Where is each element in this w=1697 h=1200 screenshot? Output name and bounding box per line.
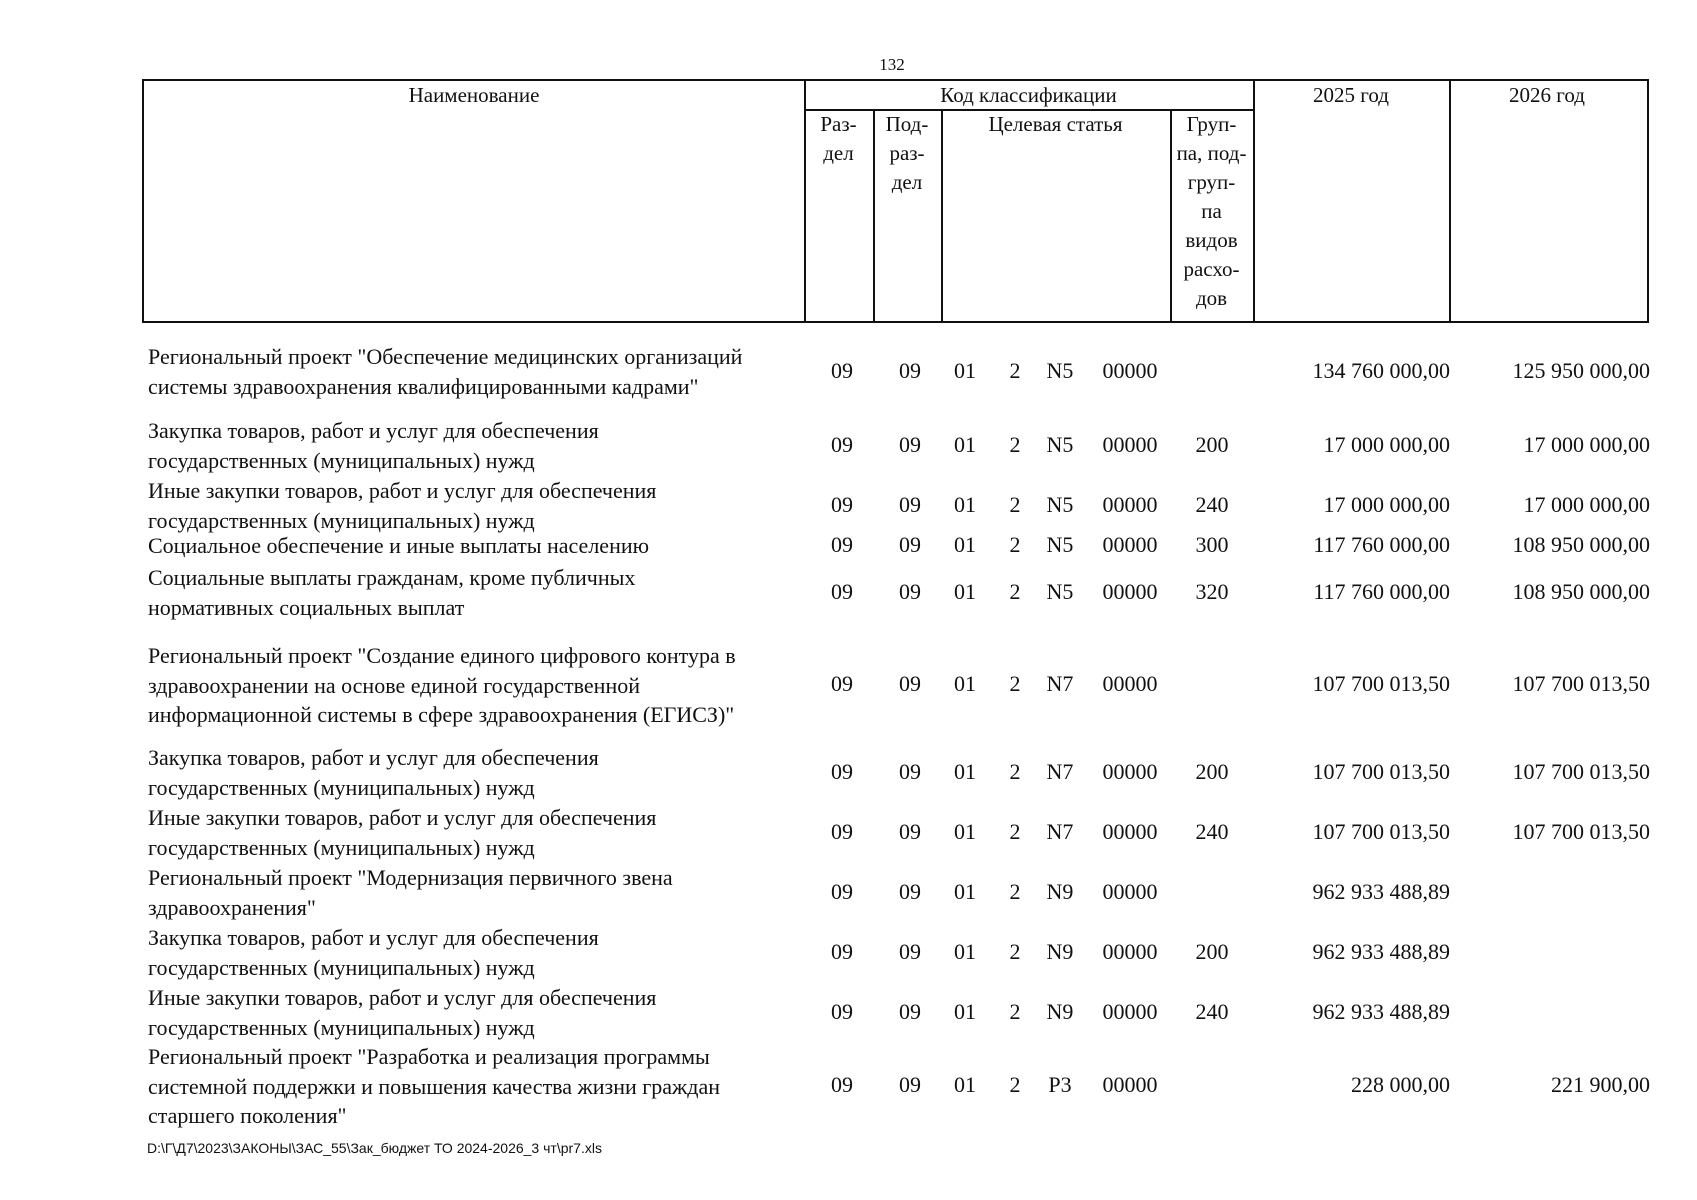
row-name-line: информационной системы в сфере здравоохранения (ЕГИСЗ)" (148, 702, 735, 727)
row-name-line: Иные закупки товаров, работ и услуг для обеспечения (148, 478, 657, 503)
cell-y2026: 17 000 000,00 (1523, 431, 1650, 457)
header-divider (1449, 81, 1451, 321)
row-name (148, 476, 798, 535)
cell-t4: 00000 (1102, 818, 1158, 844)
header-podrazdel-line: раз- (889, 141, 925, 165)
cell-y2025: 107 700 013,50 (1312, 671, 1450, 697)
cell-t3: N7 (1046, 758, 1074, 784)
cell-y2025: 107 700 013,50 (1312, 758, 1450, 784)
cell-t2: 2 (1009, 578, 1021, 604)
header-divider (941, 109, 943, 321)
cell-razdel: 09 (831, 818, 853, 844)
cell-podrazdel: 09 (899, 531, 921, 557)
cell-t2: 2 (1009, 531, 1021, 557)
cell-t3: N7 (1046, 671, 1074, 697)
cell-t2: 2 (1009, 671, 1021, 697)
header-group-line: расхо- (1183, 257, 1240, 281)
cell-y2025: 134 760 000,00 (1312, 357, 1450, 383)
cell-razdel: 09 (831, 1072, 853, 1098)
cell-y2026: 107 700 013,50 (1512, 671, 1650, 697)
cell-t3: N7 (1046, 818, 1074, 844)
cell-podrazdel: 09 (899, 578, 921, 604)
cell-razdel: 09 (831, 578, 853, 604)
cell-podrazdel: 09 (899, 938, 921, 964)
header-razdel-line: дел (823, 141, 854, 165)
cell-group: 200 (1195, 938, 1229, 964)
cell-group: 320 (1195, 578, 1229, 604)
cell-group: 240 (1195, 818, 1229, 844)
cell-y2026: 108 950 000,00 (1512, 531, 1650, 557)
cell-podrazdel: 09 (899, 357, 921, 383)
cell-t1: 01 (954, 531, 976, 557)
cell-t3: N9 (1046, 878, 1074, 904)
row-name-line: системы здравоохранения квалифицированными кадрами" (148, 373, 699, 399)
cell-t2: 2 (1009, 758, 1021, 784)
cell-t1: 01 (954, 758, 976, 784)
cell-t1: 01 (954, 1072, 976, 1098)
cell-podrazdel: 09 (899, 998, 921, 1024)
cell-podrazdel: 09 (899, 491, 921, 517)
header-podrazdel-line: Под- (885, 112, 929, 136)
row-name-line: государственных (муниципальных) нужд (148, 954, 535, 980)
row-name-line: Закупка товаров, работ и услуг для обеспечения (148, 418, 599, 443)
row-name-line: Социальные выплаты гражданам, кроме публичных (148, 565, 636, 590)
cell-group: 300 (1195, 531, 1229, 557)
header-classification: Код классификации (940, 83, 1117, 107)
cell-razdel: 09 (831, 998, 853, 1024)
row-name (148, 563, 798, 622)
cell-t4: 00000 (1102, 491, 1158, 517)
cell-y2025: 962 933 488,89 (1312, 878, 1450, 904)
header-divider (1253, 81, 1255, 321)
cell-razdel: 09 (831, 758, 853, 784)
header-group-line: видов (1185, 228, 1238, 252)
cell-t1: 01 (954, 938, 976, 964)
row-name (148, 863, 798, 922)
cell-t2: 2 (1009, 1072, 1021, 1098)
cell-t4: 00000 (1102, 578, 1158, 604)
cell-razdel: 09 (831, 938, 853, 964)
row-name-line: Региональный проект "Обеспечение медицинских организаций (148, 344, 743, 369)
cell-y2026: 125 950 000,00 (1512, 357, 1650, 383)
cell-t2: 2 (1009, 491, 1021, 517)
row-name-line: Закупка товаров, работ и услуг для обеспечения (148, 925, 599, 950)
row-name-line: Иные закупки товаров, работ и услуг для обеспечения (148, 985, 657, 1010)
cell-t1: 01 (954, 357, 976, 383)
cell-y2025: 17 000 000,00 (1323, 491, 1450, 517)
cell-t1: 01 (954, 998, 976, 1024)
cell-podrazdel: 09 (899, 758, 921, 784)
cell-podrazdel: 09 (899, 1072, 921, 1098)
cell-group: 200 (1195, 758, 1229, 784)
cell-y2025: 107 700 013,50 (1312, 818, 1450, 844)
cell-y2026: 221 900,00 (1551, 1072, 1650, 1098)
cell-t3: P3 (1048, 1072, 1072, 1098)
row-name-line: Социальное обеспечение и иные выплаты населению (148, 533, 650, 558)
row-name-line: здравоохранения" (148, 894, 316, 920)
cell-razdel: 09 (831, 671, 853, 697)
cell-group: 240 (1195, 491, 1229, 517)
header-year-2026: 2026 год (1509, 83, 1585, 107)
row-name (148, 641, 798, 730)
row-name (148, 1042, 798, 1131)
cell-razdel: 09 (831, 878, 853, 904)
cell-t3: N5 (1046, 491, 1074, 517)
cell-y2026: 108 950 000,00 (1512, 578, 1650, 604)
header-group-line: па (1201, 199, 1222, 223)
cell-t1: 01 (954, 818, 976, 844)
cell-t2: 2 (1009, 998, 1021, 1024)
cell-y2025: 117 760 000,00 (1313, 578, 1450, 604)
cell-y2025: 17 000 000,00 (1323, 431, 1450, 457)
header-name: Наименование (408, 83, 540, 107)
row-name-line: Региональный проект "Создание единого цифрового контура в (148, 643, 736, 668)
cell-t3: N5 (1046, 578, 1074, 604)
header-year-2025: 2025 год (1313, 83, 1389, 107)
header-razdel (804, 110, 873, 168)
row-name-line: нормативных социальных выплат (148, 594, 465, 620)
cell-y2025: 117 760 000,00 (1313, 531, 1450, 557)
cell-t4: 00000 (1102, 357, 1158, 383)
row-name-line: Закупка товаров, работ и услуг для обеспечения (148, 745, 599, 770)
row-name (148, 743, 798, 802)
cell-t1: 01 (954, 878, 976, 904)
row-name (148, 416, 798, 475)
cell-t3: N5 (1046, 431, 1074, 457)
row-name-line: Иные закупки товаров, работ и услуг для обеспечения (148, 805, 657, 830)
cell-t1: 01 (954, 671, 976, 697)
cell-razdel: 09 (831, 431, 853, 457)
row-name (148, 531, 798, 561)
row-name-line: государственных (муниципальных) нужд (148, 774, 535, 800)
cell-t1: 01 (954, 431, 976, 457)
header-group-line: груп- (1187, 170, 1236, 194)
row-name-line: системной поддержки и повышения качества жизни граждан (148, 1073, 720, 1099)
cell-t2: 2 (1009, 878, 1021, 904)
cell-razdel: 09 (831, 531, 853, 557)
cell-t1: 01 (954, 491, 976, 517)
row-name (148, 342, 798, 401)
cell-group: 240 (1195, 998, 1229, 1024)
header-razdel-line: Раз- (820, 112, 857, 136)
cell-t3: N5 (1046, 357, 1074, 383)
cell-y2025: 228 000,00 (1351, 1072, 1450, 1098)
cell-podrazdel: 09 (899, 818, 921, 844)
header-podrazdel (873, 110, 941, 197)
cell-t4: 00000 (1102, 431, 1158, 457)
cell-t4: 00000 (1102, 671, 1158, 697)
row-name (148, 983, 798, 1042)
cell-t4: 00000 (1102, 878, 1158, 904)
row-name-line: Региональный проект "Разработка и реализация программы (148, 1044, 710, 1069)
cell-t4: 00000 (1102, 938, 1158, 964)
cell-t2: 2 (1009, 818, 1021, 844)
row-name-line: государственных (муниципальных) нужд (148, 834, 535, 860)
file-path: D:\Г\Д7\2023\ЗАКОНЫ\ЗАС_55\Зак_бюджет ТО 2024-2026_3 чт\pr7.xls (147, 1140, 602, 1156)
cell-podrazdel: 09 (899, 671, 921, 697)
header-group-line: дов (1195, 286, 1228, 310)
header-target: Целевая статья (988, 112, 1123, 136)
table-header (142, 79, 1649, 323)
cell-t1: 01 (954, 578, 976, 604)
cell-t3: N9 (1046, 998, 1074, 1024)
row-name-line: государственных (муниципальных) нужд (148, 447, 535, 473)
cell-razdel: 09 (831, 357, 853, 383)
row-name-line: государственных (муниципальных) нужд (148, 507, 535, 533)
cell-y2026: 107 700 013,50 (1512, 758, 1650, 784)
header-group (1170, 110, 1253, 313)
cell-y2026: 17 000 000,00 (1523, 491, 1650, 517)
cell-t4: 00000 (1102, 758, 1158, 784)
row-name-line: старшего поколения" (148, 1103, 347, 1128)
header-podrazdel-line: дел (891, 170, 923, 194)
cell-podrazdel: 09 (899, 431, 921, 457)
cell-t4: 00000 (1102, 998, 1158, 1024)
cell-t2: 2 (1009, 357, 1021, 383)
row-name-line: государственных (муниципальных) нужд (148, 1014, 535, 1040)
header-group-line: Груп- (1186, 112, 1237, 136)
cell-group: 200 (1195, 431, 1229, 457)
cell-y2025: 962 933 488,89 (1312, 998, 1450, 1024)
row-name (148, 923, 798, 982)
cell-y2025: 962 933 488,89 (1312, 938, 1450, 964)
cell-podrazdel: 09 (899, 878, 921, 904)
cell-t3: N5 (1046, 531, 1074, 557)
row-name-line: здравоохранении на основе единой государственной (148, 672, 640, 698)
cell-t4: 00000 (1102, 1072, 1158, 1098)
cell-t2: 2 (1009, 938, 1021, 964)
page-number: 132 (879, 55, 905, 74)
row-name-line: Региональный проект "Модернизация первичного звена (148, 865, 673, 890)
cell-y2026: 107 700 013,50 (1512, 818, 1650, 844)
row-name (148, 803, 798, 862)
cell-t2: 2 (1009, 431, 1021, 457)
cell-t4: 00000 (1102, 531, 1158, 557)
cell-razdel: 09 (831, 491, 853, 517)
header-group-line: па, под- (1176, 141, 1247, 165)
cell-t3: N9 (1046, 938, 1074, 964)
